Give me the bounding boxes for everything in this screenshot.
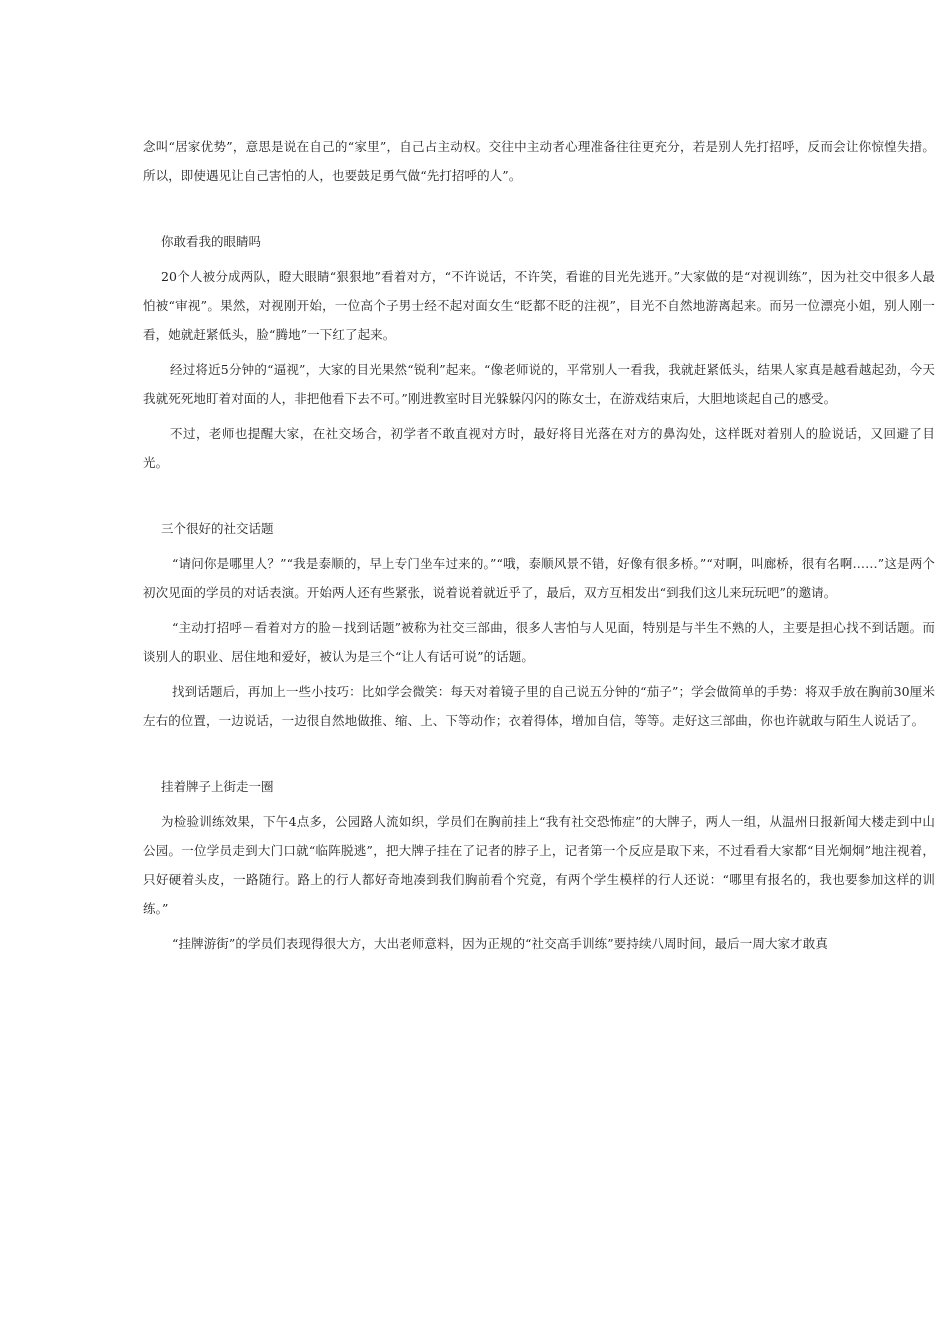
eye-contact-paragraph-1: 20个人被分成两队，瞪大眼睛“狠狠地”看着对方，“不许说话，不许笑，看谁的目光先逃开。”大家做的是“对视训练”，因为社交中很多人最怕被“审视”。果然，对视刚开始，一位高个子男士经不起对面女生“眨都不眨的注视”，目光不自然地游离起来。而另一位漂亮小姐，别人刚一看，她就赶紧低头，脸“腾地”一下红了起来。 [143, 269, 935, 342]
intro-paragraph: 念叫“居家优势”，意思是说在自己的“家里”，自己占主动权。交往中主动者心理准备往往更充分，若是别人先打招呼，反而会让你惊惶失措。所以，即使遇见让自己害怕的人，也要鼓足勇气做“先打招呼的人”。 [143, 139, 935, 183]
social-topics-paragraph-3: 找到话题后，再加上一些小技巧：比如学会微笑：每天对着镜子里的自己说五分钟的“茄子”；学会做简单的手势：将双手放在胸前30厘米左右的位置，一边说话，一边很自然地做推、缩、上、下等动作；衣着得体，增加自信，等等。走好这三部曲，你也许就敢与陌生人说话了。 [143, 684, 935, 728]
social-topics-paragraph-2: “主动打招呼－看着对方的脸－找到话题”被称为社交三部曲，很多人害怕与人见面，特别是与半生不熟的人，主要是担心找不到话题。而谈别人的职业、居住地和爱好，被认为是三个“让人有话可说”的话题。 [143, 620, 935, 664]
section-heading-social-topics: 三个很好的社交话题 [161, 521, 274, 536]
eye-contact-paragraph-3: 不过，老师也提醒大家，在社交场合，初学者不敢直视对方时，最好将目光落在对方的鼻沟处，这样既对着别人的脸说话，又回避了目光。 [143, 426, 935, 470]
eye-contact-paragraph-2: 经过将近5分钟的“逼视”，大家的目光果然“锐利”起来。“像老师说的，平常别人一看我，我就赶紧低头，结果人家真是越看越起劲，今天我就死死地盯着对面的人，非把他看下去不可。”刚进教室时目光躲躲闪闪的陈女士，在游戏结束后，大胆地谈起自己的感受。 [143, 362, 935, 406]
section-spacer [143, 477, 935, 514]
section-heading-sign-walk: 挂着牌子上街走一圈 [161, 779, 274, 794]
sign-walk-paragraph-1: 为检验训练效果，下午4点多，公园路人流如织，学员们在胸前挂上“我有社交恐怖症”的大牌子，两人一组，从温州日报新闻大楼走到中山公园。一位学员走到大门口就“临阵脱逃”，把大牌子挂在了记者的脖子上，记者第一个反应是取下来，不过看看大家都“目光炯炯”地注视着，只好硬着头皮，一路随行。路上的行人都好奇地凑到我们胸前看个究竟，有两个学生模样的行人还说：“哪里有报名的，我也要参加这样的训练。” [143, 814, 935, 916]
social-topics-paragraph-1: “请问你是哪里人？”“我是泰顺的，早上专门坐车过来的。”“哦，泰顺风景不错，好像有很多桥。”“对啊，叫廊桥，很有名啊……”这是两个初次见面的学员的对话表演。开始两人还有些紧张，说着说着就近乎了，最后，双方互相发出“到我们这儿来玩玩吧”的邀请。 [143, 556, 935, 600]
document-body [143, 132, 935, 958]
section-spacer [143, 190, 935, 227]
section-spacer [143, 735, 935, 772]
sign-walk-paragraph-2: “挂牌游街”的学员们表现得很大方，大出老师意料，因为正规的“社交高手训练”要持续八周时间，最后一周大家才敢真 [172, 936, 828, 951]
section-heading-eye-contact: 你敢看我的眼睛吗 [161, 234, 262, 249]
